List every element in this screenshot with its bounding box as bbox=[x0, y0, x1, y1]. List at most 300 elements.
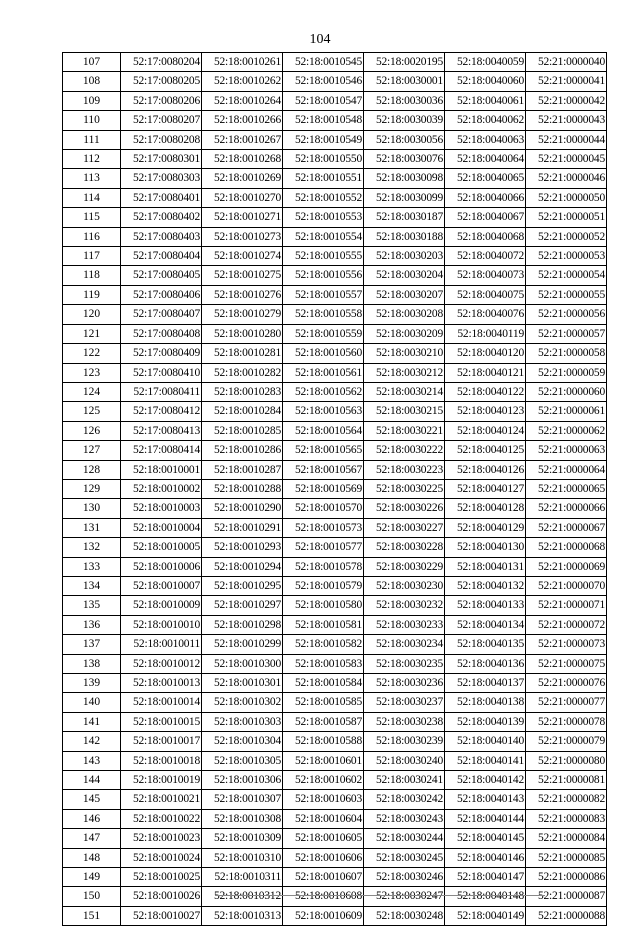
cadastral-number-cell: 52:18:0030230 bbox=[364, 576, 445, 595]
cadastral-number-cell: 52:18:0010605 bbox=[283, 829, 364, 848]
cadastral-number-cell: 52:18:0040142 bbox=[445, 771, 526, 790]
cadastral-number-cell: 52:18:0030226 bbox=[364, 499, 445, 518]
table-row bbox=[63, 91, 607, 110]
cadastral-number-cell: 52:17:0080204 bbox=[121, 53, 202, 72]
cadastral-number-cell: 52:21:0000088 bbox=[526, 906, 607, 925]
cadastral-number-cell: 52:18:0030246 bbox=[364, 868, 445, 887]
cadastral-number-cell: 52:21:0000064 bbox=[526, 460, 607, 479]
cadastral-number-cell: 52:18:0010609 bbox=[283, 906, 364, 925]
cadastral-number-cell: 52:17:0080407 bbox=[121, 305, 202, 324]
cadastral-number-cell: 52:18:0010602 bbox=[283, 771, 364, 790]
table-row bbox=[63, 635, 607, 654]
cadastral-number-cell: 52:18:0010262 bbox=[202, 72, 283, 91]
cadastral-number-cell: 52:18:0040073 bbox=[445, 266, 526, 285]
row-number-cell: 116 bbox=[63, 227, 121, 246]
cadastral-number-cell: 52:18:0010547 bbox=[283, 91, 364, 110]
cadastral-number-cell: 52:18:0030225 bbox=[364, 479, 445, 498]
cadastral-number-cell: 52:21:0000069 bbox=[526, 557, 607, 576]
cadastral-number-cell: 52:18:0040076 bbox=[445, 305, 526, 324]
table-row bbox=[63, 53, 607, 72]
cadastral-number-cell: 52:18:0040063 bbox=[445, 130, 526, 149]
cadastral-number-cell: 52:17:0080414 bbox=[121, 441, 202, 460]
cadastral-number-cell: 52:18:0040147 bbox=[445, 868, 526, 887]
cadastral-number-cell: 52:18:0010548 bbox=[283, 111, 364, 130]
cadastral-number-cell: 52:18:0040126 bbox=[445, 460, 526, 479]
cadastral-number-cell: 52:18:0010286 bbox=[202, 441, 283, 460]
cadastral-number-cell: 52:18:0010274 bbox=[202, 247, 283, 266]
cadastral-number-cell: 52:18:0010291 bbox=[202, 518, 283, 537]
cadastral-number-cell: 52:18:0010012 bbox=[121, 654, 202, 673]
table-row bbox=[63, 712, 607, 731]
cadastral-number-cell: 52:21:0000077 bbox=[526, 693, 607, 712]
cadastral-number-cell: 52:18:0010307 bbox=[202, 790, 283, 809]
cadastral-number-cell: 52:21:0000081 bbox=[526, 771, 607, 790]
cadastral-number-cell: 52:21:0000045 bbox=[526, 150, 607, 169]
row-number-cell: 148 bbox=[63, 848, 121, 867]
cadastral-number-cell: 52:18:0010300 bbox=[202, 654, 283, 673]
cadastral-number-cell: 52:18:0010013 bbox=[121, 674, 202, 693]
row-number-cell: 143 bbox=[63, 751, 121, 770]
cadastral-number-cell: 52:21:0000070 bbox=[526, 576, 607, 595]
cadastral-number-cell: 52:18:0010009 bbox=[121, 596, 202, 615]
cadastral-number-cell: 52:18:0010309 bbox=[202, 829, 283, 848]
cadastral-number-cell: 52:18:0040129 bbox=[445, 518, 526, 537]
cadastral-number-cell: 52:21:0000063 bbox=[526, 441, 607, 460]
cadastral-number-cell: 52:21:0000065 bbox=[526, 479, 607, 498]
cadastral-number-cell: 52:18:0040135 bbox=[445, 635, 526, 654]
cadastral-number-cell: 52:18:0040064 bbox=[445, 150, 526, 169]
cadastral-number-cell: 52:18:0040066 bbox=[445, 188, 526, 207]
cadastral-number-cell: 52:18:0010569 bbox=[283, 479, 364, 498]
table-row bbox=[63, 305, 607, 324]
cadastral-number-cell: 52:18:0030237 bbox=[364, 693, 445, 712]
cadastral-number-cell: 52:18:0040133 bbox=[445, 596, 526, 615]
cadastral-number-cell: 52:18:0010549 bbox=[283, 130, 364, 149]
cadastral-number-cell: 52:18:0030221 bbox=[364, 421, 445, 440]
cadastral-number-cell: 52:18:0010295 bbox=[202, 576, 283, 595]
row-number-cell: 129 bbox=[63, 479, 121, 498]
table-body bbox=[63, 53, 607, 926]
page-number: 104 bbox=[309, 32, 331, 47]
cadastral-number-cell: 52:18:0010301 bbox=[202, 674, 283, 693]
cadastral-number-cell: 52:18:0010557 bbox=[283, 285, 364, 304]
cadastral-number-cell: 52:18:0020195 bbox=[364, 53, 445, 72]
cadastral-number-cell: 52:18:0030239 bbox=[364, 732, 445, 751]
row-number-cell: 140 bbox=[63, 693, 121, 712]
cadastral-number-cell: 52:18:0030232 bbox=[364, 596, 445, 615]
cadastral-number-cell: 52:18:0030223 bbox=[364, 460, 445, 479]
cadastral-number-cell: 52:21:0000082 bbox=[526, 790, 607, 809]
cadastral-number-cell: 52:21:0000068 bbox=[526, 538, 607, 557]
cadastral-number-cell: 52:18:0010554 bbox=[283, 227, 364, 246]
cadastral-number-cell: 52:18:0010562 bbox=[283, 382, 364, 401]
cadastral-number-cell: 52:18:0010026 bbox=[121, 887, 202, 906]
table-row bbox=[63, 615, 607, 634]
cadastral-table bbox=[62, 52, 607, 926]
cadastral-number-cell: 52:18:0040141 bbox=[445, 751, 526, 770]
table-row bbox=[63, 557, 607, 576]
table-row bbox=[63, 809, 607, 828]
cadastral-number-cell: 52:21:0000060 bbox=[526, 382, 607, 401]
cadastral-number-cell: 52:17:0080406 bbox=[121, 285, 202, 304]
cadastral-number-cell: 52:17:0080402 bbox=[121, 208, 202, 227]
cadastral-number-cell: 52:18:0010293 bbox=[202, 538, 283, 557]
cadastral-number-cell: 52:18:0010570 bbox=[283, 499, 364, 518]
row-number-cell: 138 bbox=[63, 654, 121, 673]
table-row bbox=[63, 382, 607, 401]
cadastral-number-cell: 52:18:0040139 bbox=[445, 712, 526, 731]
cadastral-number-cell: 52:18:0030244 bbox=[364, 829, 445, 848]
cadastral-number-cell: 52:18:0030056 bbox=[364, 130, 445, 149]
row-number-cell: 111 bbox=[63, 130, 121, 149]
row-number-cell: 151 bbox=[63, 906, 121, 925]
cadastral-number-cell: 52:18:0030076 bbox=[364, 150, 445, 169]
cadastral-number-cell: 52:18:0010603 bbox=[283, 790, 364, 809]
cadastral-number-cell: 52:18:0010024 bbox=[121, 848, 202, 867]
cadastral-number-cell: 52:18:0030099 bbox=[364, 188, 445, 207]
cadastral-number-cell: 52:18:0010559 bbox=[283, 324, 364, 343]
cadastral-number-cell: 52:18:0010298 bbox=[202, 615, 283, 634]
cadastral-number-cell: 52:21:0000051 bbox=[526, 208, 607, 227]
row-number-cell: 112 bbox=[63, 150, 121, 169]
cadastral-number-cell: 52:18:0010282 bbox=[202, 363, 283, 382]
cadastral-number-cell: 52:18:0030233 bbox=[364, 615, 445, 634]
cadastral-number-cell: 52:18:0010560 bbox=[283, 344, 364, 363]
cadastral-number-cell: 52:18:0010552 bbox=[283, 188, 364, 207]
cadastral-number-cell: 52:18:0010285 bbox=[202, 421, 283, 440]
cadastral-number-cell: 52:18:0010297 bbox=[202, 596, 283, 615]
cadastral-number-cell: 52:18:0010304 bbox=[202, 732, 283, 751]
cadastral-number-cell: 52:21:0000054 bbox=[526, 266, 607, 285]
row-number-cell: 141 bbox=[63, 712, 121, 731]
cadastral-number-cell: 52:18:0010302 bbox=[202, 693, 283, 712]
cadastral-number-cell: 52:18:0010288 bbox=[202, 479, 283, 498]
cadastral-number-cell: 52:21:0000062 bbox=[526, 421, 607, 440]
cadastral-number-cell: 52:21:0000040 bbox=[526, 53, 607, 72]
row-number-cell: 144 bbox=[63, 771, 121, 790]
table-row bbox=[63, 247, 607, 266]
cadastral-number-cell: 52:18:0010276 bbox=[202, 285, 283, 304]
cadastral-number-cell: 52:18:0030203 bbox=[364, 247, 445, 266]
row-number-cell: 134 bbox=[63, 576, 121, 595]
row-number-cell: 128 bbox=[63, 460, 121, 479]
cadastral-number-cell: 52:18:0040075 bbox=[445, 285, 526, 304]
cadastral-number-cell: 52:18:0010311 bbox=[202, 868, 283, 887]
cadastral-number-cell: 52:18:0010003 bbox=[121, 499, 202, 518]
cadastral-number-cell: 52:21:0000072 bbox=[526, 615, 607, 634]
cadastral-number-cell: 52:17:0080409 bbox=[121, 344, 202, 363]
cadastral-number-cell: 52:18:0010308 bbox=[202, 809, 283, 828]
row-number-cell: 109 bbox=[63, 91, 121, 110]
cadastral-number-cell: 52:18:0030236 bbox=[364, 674, 445, 693]
cadastral-number-cell: 52:21:0000059 bbox=[526, 363, 607, 382]
table-row bbox=[63, 906, 607, 925]
cadastral-number-cell: 52:17:0080405 bbox=[121, 266, 202, 285]
row-number-cell: 147 bbox=[63, 829, 121, 848]
cadastral-number-cell: 52:18:0040132 bbox=[445, 576, 526, 595]
cadastral-number-cell: 52:18:0030036 bbox=[364, 91, 445, 110]
cadastral-number-cell: 52:18:0010004 bbox=[121, 518, 202, 537]
cadastral-number-cell: 52:18:0030227 bbox=[364, 518, 445, 537]
row-number-cell: 126 bbox=[63, 421, 121, 440]
cadastral-number-cell: 52:17:0080207 bbox=[121, 111, 202, 130]
cadastral-number-cell: 52:18:0010006 bbox=[121, 557, 202, 576]
cadastral-number-cell: 52:18:0010606 bbox=[283, 848, 364, 867]
cadastral-number-cell: 52:18:0010021 bbox=[121, 790, 202, 809]
cadastral-number-cell: 52:18:0040059 bbox=[445, 53, 526, 72]
row-number-cell: 136 bbox=[63, 615, 121, 634]
table-row bbox=[63, 344, 607, 363]
cadastral-number-cell: 52:18:0030241 bbox=[364, 771, 445, 790]
cadastral-number-cell: 52:18:0010582 bbox=[283, 635, 364, 654]
cadastral-number-cell: 52:21:0000053 bbox=[526, 247, 607, 266]
cadastral-number-cell: 52:18:0010273 bbox=[202, 227, 283, 246]
cadastral-number-cell: 52:18:0040148 bbox=[445, 887, 526, 906]
cadastral-number-cell: 52:18:0010588 bbox=[283, 732, 364, 751]
cadastral-number-cell: 52:18:0010266 bbox=[202, 111, 283, 130]
cadastral-number-cell: 52:18:0010284 bbox=[202, 402, 283, 421]
cadastral-number-cell: 52:18:0010581 bbox=[283, 615, 364, 634]
cadastral-number-cell: 52:18:0030229 bbox=[364, 557, 445, 576]
cadastral-number-cell: 52:18:0030209 bbox=[364, 324, 445, 343]
table-row bbox=[63, 130, 607, 149]
cadastral-number-cell: 52:18:0030215 bbox=[364, 402, 445, 421]
cadastral-number-cell: 52:18:0040122 bbox=[445, 382, 526, 401]
cadastral-number-cell: 52:18:0010545 bbox=[283, 53, 364, 72]
cadastral-number-cell: 52:18:0010546 bbox=[283, 72, 364, 91]
cadastral-number-cell: 52:18:0030240 bbox=[364, 751, 445, 770]
cadastral-number-cell: 52:18:0010279 bbox=[202, 305, 283, 324]
cadastral-number-cell: 52:21:0000041 bbox=[526, 72, 607, 91]
cadastral-number-cell: 52:17:0080411 bbox=[121, 382, 202, 401]
table-row bbox=[63, 596, 607, 615]
cadastral-number-cell: 52:21:0000058 bbox=[526, 344, 607, 363]
cadastral-number-cell: 52:18:0010573 bbox=[283, 518, 364, 537]
cadastral-number-cell: 52:21:0000084 bbox=[526, 829, 607, 848]
cadastral-number-cell: 52:18:0010583 bbox=[283, 654, 364, 673]
cadastral-number-cell: 52:18:0010294 bbox=[202, 557, 283, 576]
row-number-cell: 122 bbox=[63, 344, 121, 363]
cadastral-number-cell: 52:18:0010270 bbox=[202, 188, 283, 207]
cadastral-number-cell: 52:18:0010007 bbox=[121, 576, 202, 595]
cadastral-number-cell: 52:18:0040144 bbox=[445, 809, 526, 828]
cadastral-number-cell: 52:21:0000043 bbox=[526, 111, 607, 130]
cadastral-number-cell: 52:18:0040134 bbox=[445, 615, 526, 634]
row-number-cell: 150 bbox=[63, 887, 121, 906]
row-number-cell: 120 bbox=[63, 305, 121, 324]
cadastral-number-cell: 52:18:0040146 bbox=[445, 848, 526, 867]
cadastral-number-cell: 52:18:0010556 bbox=[283, 266, 364, 285]
cadastral-number-cell: 52:18:0010579 bbox=[283, 576, 364, 595]
cadastral-number-cell: 52:21:0000085 bbox=[526, 848, 607, 867]
table-row bbox=[63, 868, 607, 887]
cadastral-number-cell: 52:18:0010312 bbox=[202, 887, 283, 906]
cadastral-number-cell: 52:18:0010290 bbox=[202, 499, 283, 518]
cadastral-number-cell: 52:18:0010305 bbox=[202, 751, 283, 770]
row-number-cell: 133 bbox=[63, 557, 121, 576]
row-number-cell: 115 bbox=[63, 208, 121, 227]
cadastral-number-cell: 52:18:0030242 bbox=[364, 790, 445, 809]
cadastral-number-cell: 52:18:0010275 bbox=[202, 266, 283, 285]
row-number-cell: 145 bbox=[63, 790, 121, 809]
cadastral-number-cell: 52:18:0030208 bbox=[364, 305, 445, 324]
cadastral-number-cell: 52:18:0010261 bbox=[202, 53, 283, 72]
cadastral-number-cell: 52:18:0010564 bbox=[283, 421, 364, 440]
cadastral-number-cell: 52:21:0000073 bbox=[526, 635, 607, 654]
row-number-cell: 113 bbox=[63, 169, 121, 188]
cadastral-number-cell: 52:18:0010608 bbox=[283, 887, 364, 906]
cadastral-number-cell: 52:18:0010563 bbox=[283, 402, 364, 421]
table-row bbox=[63, 188, 607, 207]
cadastral-number-cell: 52:18:0010023 bbox=[121, 829, 202, 848]
table-row bbox=[63, 324, 607, 343]
row-number-cell: 130 bbox=[63, 499, 121, 518]
cadastral-number-cell: 52:21:0000057 bbox=[526, 324, 607, 343]
cadastral-number-cell: 52:18:0040068 bbox=[445, 227, 526, 246]
cadastral-number-cell: 52:18:0010018 bbox=[121, 751, 202, 770]
cadastral-number-cell: 52:21:0000044 bbox=[526, 130, 607, 149]
cadastral-number-cell: 52:21:0000055 bbox=[526, 285, 607, 304]
cadastral-number-cell: 52:18:0010585 bbox=[283, 693, 364, 712]
cadastral-number-cell: 52:18:0010019 bbox=[121, 771, 202, 790]
cadastral-number-cell: 52:18:0030234 bbox=[364, 635, 445, 654]
cadastral-number-cell: 52:18:0030039 bbox=[364, 111, 445, 130]
cadastral-number-cell: 52:18:0010551 bbox=[283, 169, 364, 188]
cadastral-number-cell: 52:18:0010011 bbox=[121, 635, 202, 654]
cadastral-number-cell: 52:18:0030001 bbox=[364, 72, 445, 91]
table-row bbox=[63, 751, 607, 770]
table-row bbox=[63, 441, 607, 460]
row-number-cell: 121 bbox=[63, 324, 121, 343]
cadastral-number-cell: 52:18:0030228 bbox=[364, 538, 445, 557]
cadastral-number-cell: 52:21:0000052 bbox=[526, 227, 607, 246]
cadastral-number-cell: 52:18:0030187 bbox=[364, 208, 445, 227]
cadastral-number-cell: 52:18:0010269 bbox=[202, 169, 283, 188]
cadastral-number-cell: 52:18:0010578 bbox=[283, 557, 364, 576]
cadastral-number-cell: 52:18:0040127 bbox=[445, 479, 526, 498]
table-row bbox=[63, 72, 607, 91]
cadastral-number-cell: 52:18:0010604 bbox=[283, 809, 364, 828]
table-row bbox=[63, 169, 607, 188]
cadastral-number-cell: 52:18:0030247 bbox=[364, 887, 445, 906]
table-row bbox=[63, 518, 607, 537]
table-row bbox=[63, 208, 607, 227]
row-number-cell: 107 bbox=[63, 53, 121, 72]
cadastral-number-cell: 52:18:0040130 bbox=[445, 538, 526, 557]
cadastral-number-cell: 52:17:0080412 bbox=[121, 402, 202, 421]
cadastral-number-cell: 52:18:0040062 bbox=[445, 111, 526, 130]
cadastral-number-cell: 52:17:0080403 bbox=[121, 227, 202, 246]
cadastral-number-cell: 52:21:0000087 bbox=[526, 887, 607, 906]
table-row bbox=[63, 421, 607, 440]
cadastral-number-cell: 52:18:0040149 bbox=[445, 906, 526, 925]
table-row bbox=[63, 499, 607, 518]
row-number-cell: 124 bbox=[63, 382, 121, 401]
cadastral-number-cell: 52:17:0080413 bbox=[121, 421, 202, 440]
cadastral-number-cell: 52:18:0040120 bbox=[445, 344, 526, 363]
cadastral-number-cell: 52:18:0010299 bbox=[202, 635, 283, 654]
cadastral-number-cell: 52:21:0000056 bbox=[526, 305, 607, 324]
table-row bbox=[63, 363, 607, 382]
table-row bbox=[63, 848, 607, 867]
bottom-rule bbox=[215, 895, 545, 896]
cadastral-number-cell: 52:17:0080301 bbox=[121, 150, 202, 169]
cadastral-number-cell: 52:21:0000078 bbox=[526, 712, 607, 731]
cadastral-number-cell: 52:18:0010017 bbox=[121, 732, 202, 751]
cadastral-number-cell: 52:18:0010550 bbox=[283, 150, 364, 169]
cadastral-number-cell: 52:17:0080401 bbox=[121, 188, 202, 207]
row-number-cell: 110 bbox=[63, 111, 121, 130]
cadastral-number-cell: 52:18:0010267 bbox=[202, 130, 283, 149]
cadastral-number-cell: 52:18:0010010 bbox=[121, 615, 202, 634]
row-number-cell: 135 bbox=[63, 596, 121, 615]
table-row bbox=[63, 538, 607, 557]
table-row bbox=[63, 576, 607, 595]
cadastral-number-cell: 52:18:0010313 bbox=[202, 906, 283, 925]
cadastral-number-cell: 52:18:0040065 bbox=[445, 169, 526, 188]
cadastral-number-cell: 52:18:0040128 bbox=[445, 499, 526, 518]
cadastral-number-cell: 52:21:0000042 bbox=[526, 91, 607, 110]
cadastral-number-cell: 52:18:0040136 bbox=[445, 654, 526, 673]
cadastral-number-cell: 52:21:0000079 bbox=[526, 732, 607, 751]
cadastral-number-cell: 52:21:0000083 bbox=[526, 809, 607, 828]
cadastral-number-cell: 52:18:0040145 bbox=[445, 829, 526, 848]
cadastral-number-cell: 52:18:0030222 bbox=[364, 441, 445, 460]
cadastral-number-cell: 52:18:0040137 bbox=[445, 674, 526, 693]
cadastral-number-cell: 52:18:0030245 bbox=[364, 848, 445, 867]
table-row bbox=[63, 150, 607, 169]
table-row bbox=[63, 285, 607, 304]
cadastral-number-cell: 52:18:0030248 bbox=[364, 906, 445, 925]
cadastral-number-cell: 52:18:0010567 bbox=[283, 460, 364, 479]
cadastral-number-cell: 52:18:0010555 bbox=[283, 247, 364, 266]
row-number-cell: 108 bbox=[63, 72, 121, 91]
row-number-cell: 131 bbox=[63, 518, 121, 537]
cadastral-number-cell: 52:18:0040060 bbox=[445, 72, 526, 91]
row-number-cell: 139 bbox=[63, 674, 121, 693]
cadastral-number-cell: 52:17:0080410 bbox=[121, 363, 202, 382]
cadastral-number-cell: 52:18:0040124 bbox=[445, 421, 526, 440]
table-row bbox=[63, 402, 607, 421]
cadastral-number-cell: 52:18:0010553 bbox=[283, 208, 364, 227]
row-number-cell: 132 bbox=[63, 538, 121, 557]
cadastral-number-cell: 52:18:0010587 bbox=[283, 712, 364, 731]
cadastral-number-cell: 52:17:0080408 bbox=[121, 324, 202, 343]
cadastral-number-cell: 52:18:0040140 bbox=[445, 732, 526, 751]
row-number-cell: 125 bbox=[63, 402, 121, 421]
cadastral-number-cell: 52:18:0010310 bbox=[202, 848, 283, 867]
cadastral-number-cell: 52:18:0010264 bbox=[202, 91, 283, 110]
table-row bbox=[63, 479, 607, 498]
cadastral-number-cell: 52:17:0080404 bbox=[121, 247, 202, 266]
cadastral-number-cell: 52:21:0000075 bbox=[526, 654, 607, 673]
cadastral-number-cell: 52:21:0000046 bbox=[526, 169, 607, 188]
cadastral-number-cell: 52:18:0010565 bbox=[283, 441, 364, 460]
cadastral-number-cell: 52:17:0080206 bbox=[121, 91, 202, 110]
cadastral-number-cell: 52:21:0000071 bbox=[526, 596, 607, 615]
table-row bbox=[63, 460, 607, 479]
row-number-cell: 127 bbox=[63, 441, 121, 460]
cadastral-number-cell: 52:18:0010577 bbox=[283, 538, 364, 557]
cadastral-number-cell: 52:18:0010025 bbox=[121, 868, 202, 887]
cadastral-number-cell: 52:18:0030212 bbox=[364, 363, 445, 382]
cadastral-number-cell: 52:21:0000086 bbox=[526, 868, 607, 887]
row-number-cell: 149 bbox=[63, 868, 121, 887]
table-row bbox=[63, 887, 607, 906]
cadastral-number-cell: 52:18:0040121 bbox=[445, 363, 526, 382]
cadastral-number-cell: 52:18:0010280 bbox=[202, 324, 283, 343]
table-row bbox=[63, 693, 607, 712]
